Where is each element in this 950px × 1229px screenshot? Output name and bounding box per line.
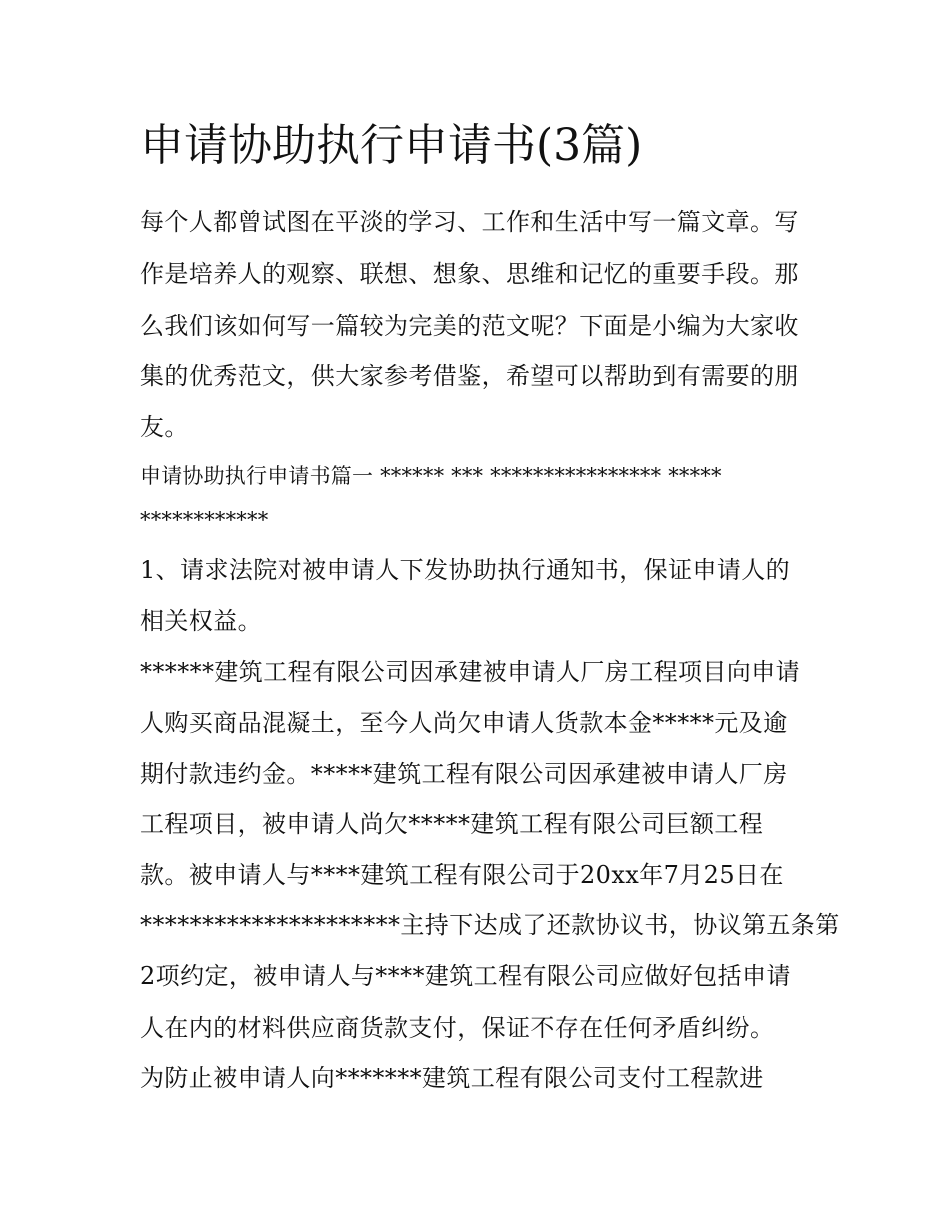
paragraph-line: 么我们该如何写一篇较为完美的范文呢？下面是小编为大家收 xyxy=(140,312,799,340)
paragraph-line: 工程项目，被申请人尚欠*****建筑工程有限公司巨额工程 xyxy=(140,810,764,838)
section-heading-line: 申请协助执行申请书篇一 ****** *** **************** ***** xyxy=(140,464,722,488)
paragraph-line: 作是培养人的观察、联想、想象、思维和记忆的重要手段。那 xyxy=(140,260,799,288)
paragraph-line: 1、请求法院对被申请人下发协助执行通知书，保证申请人的 xyxy=(140,556,791,584)
paragraph-line: 款。被申请人与****建筑工程有限公司于20xx年7月25日在 xyxy=(140,861,784,889)
paragraph-line: 为防止被申请人向*******建筑工程有限公司支付工程款进 xyxy=(140,1064,764,1092)
paragraph-line: 每个人都曾试图在平淡的学习、工作和生活中写一篇文章。写 xyxy=(140,208,799,236)
section-heading-line: ************ xyxy=(140,508,269,532)
paragraph-line: 相关权益。 xyxy=(140,607,262,635)
paragraph-line: 人购买商品混凝土，至今人尚欠申请人货款本金*****元及逾 xyxy=(140,709,788,737)
paragraph-line: ******建筑工程有限公司因承建被申请人厂房工程项目向申请 xyxy=(140,658,800,686)
paragraph-line: *********************主持下达成了还款协议书，协议第五条第 xyxy=(140,911,840,939)
page-title: 申请协助执行申请书(3篇) xyxy=(140,120,643,171)
paragraph-line: 友。 xyxy=(140,413,189,441)
paragraph-line: 集的优秀范文，供大家参考借鉴，希望可以帮助到有需要的朋 xyxy=(140,362,799,390)
paragraph-line: 期付款违约金。*****建筑工程有限公司因承建被申请人厂房 xyxy=(140,760,788,788)
paragraph-line: 人在内的材料供应商货款支付，保证不存在任何矛盾纠纷。 xyxy=(140,1014,775,1042)
paragraph-line: 2项约定，被申请人与****建筑工程有限公司应做好包括申请 xyxy=(140,962,791,990)
